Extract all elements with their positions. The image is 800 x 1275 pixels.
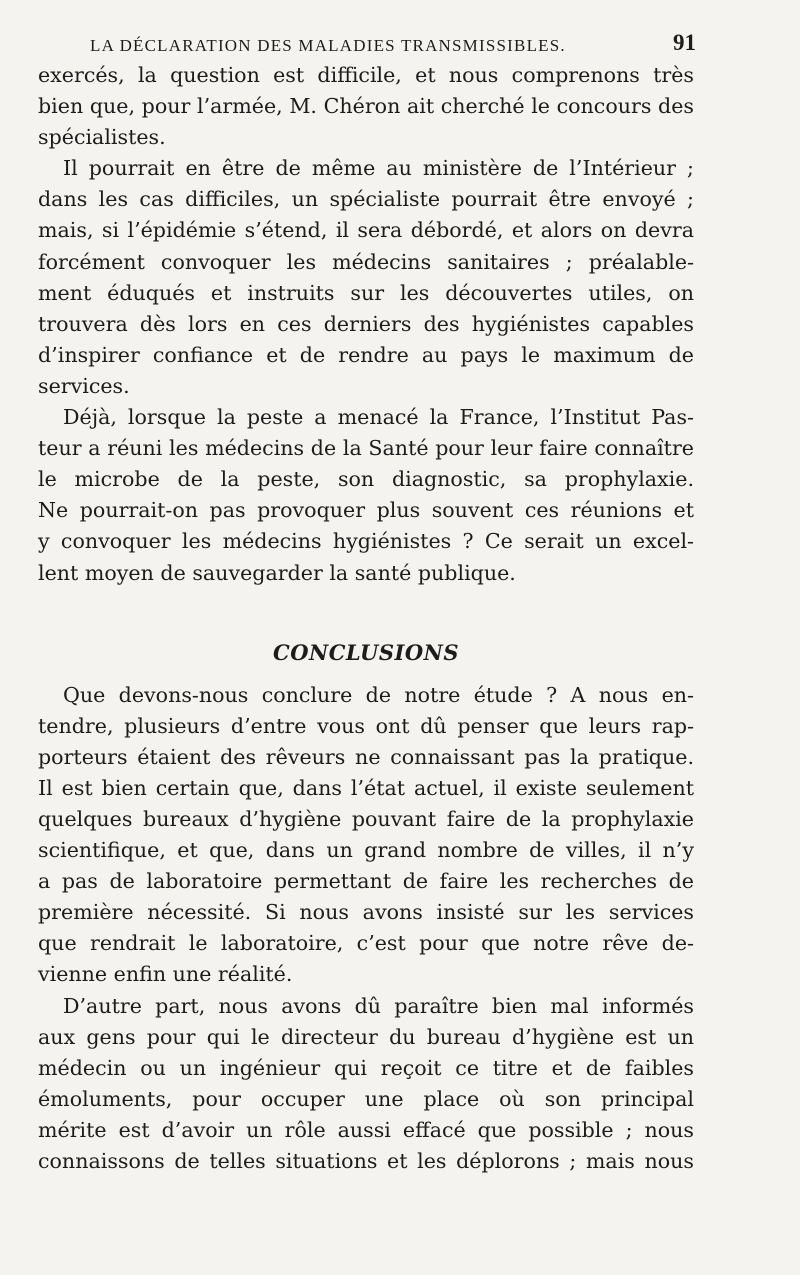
book-page [38,30,694,1177]
text-line: que rendrait le laboratoire, c’est pour que notre rêve de- [38,931,694,956]
paragraph [38,60,694,153]
text-line: Que devons-nous conclure de notre étude ? A nous en- [63,682,694,707]
text-line: mais, si l’épidémie s’étend, il sera débordé, et alors on devra [38,218,694,243]
text-line: teur a réuni les médecins de la Santé pour leur faire connaître [38,436,694,461]
text-line: tendre, plusieurs d’entre vous ont dû penser que leurs rap- [38,713,694,738]
paragraph [38,402,694,589]
text-line: Il est bien certain que, dans l’état actuel, il existe seulement [38,775,694,800]
text-line: trouvera dès lors en ces derniers des hygiénistes capables [38,311,694,336]
page-number: 91 [673,30,696,55]
text-line: ment éduqués et instruits sur les découvertes utiles, on [38,280,694,305]
text-line: Ne pourrait-on pas provoquer plus souvent ces réunions et [38,498,694,523]
text-line: dans les cas difficiles, un spécialiste pourrait être envoyé ; [38,187,694,212]
text-line: scientifique, et que, dans un grand nombre de villes, il n’y [38,838,694,863]
text-line: y convoquer les médecins hygiénistes ? Ce serait un excel- [38,529,694,554]
text-line: D’autre part, nous avons dû paraître bien mal informés [63,993,694,1018]
text-line: quelques bureaux d’hygiène pouvant faire de la prophylaxie [38,806,694,831]
body-text [38,60,694,1177]
text-line: spécialistes. [38,125,166,150]
text-line: Déjà, lorsque la peste a menacé la France, l’Institut Pas- [63,405,694,430]
text-line: connaissons de telles situations et les déplorons ; mais nous [38,1149,694,1173]
text-line: mérite est d’avoir un rôle aussi effacé que possible ; nous [38,1117,694,1142]
text-line: le microbe de la peste, son diagnostic, sa prophylaxie. [38,467,694,492]
section-heading: CONCLUSIONS [273,639,459,665]
text-line: émoluments, pour occuper une place où son principal [38,1086,694,1111]
paragraph [38,680,694,991]
text-line: médecin ou un ingénieur qui reçoit ce titre et de faibles [38,1055,694,1080]
text-line: bien que, pour l’armée, M. Chéron ait cherché le concours des [38,94,694,119]
page-header [38,30,694,60]
text-line: première nécessité. Si nous avons insisté sur les services [38,900,694,925]
text-line: lent moyen de sauvegarder la santé publique. [38,560,516,585]
text-line: a pas de laboratoire permettant de faire les recherches de [38,869,694,894]
text-line: forcément convoquer les médecins sanitaires ; préalable- [38,249,694,274]
text-line: services. [38,373,130,398]
section-spacer [38,589,694,638]
text-line: vienne enfin une réalité. [38,962,293,987]
text-line: d’inspirer confiance et de rendre au pays le maximum de [38,342,694,367]
text-line: porteurs étaient des rêveurs ne connaissant pas la pratique. [38,744,694,769]
text-line: exercés, la question est difficile, et nous comprenons très [38,63,694,87]
paragraph [38,153,694,402]
text-line: Il pourrait en être de même au ministère de l’Intérieur ; [63,156,694,181]
running-title: LA DÉCLARATION DES MALADIES TRANSMISSIBLES. [90,36,566,55]
text-line: aux gens pour qui le directeur du bureau d’hygiène est un [38,1024,694,1049]
paragraph [38,991,694,1178]
